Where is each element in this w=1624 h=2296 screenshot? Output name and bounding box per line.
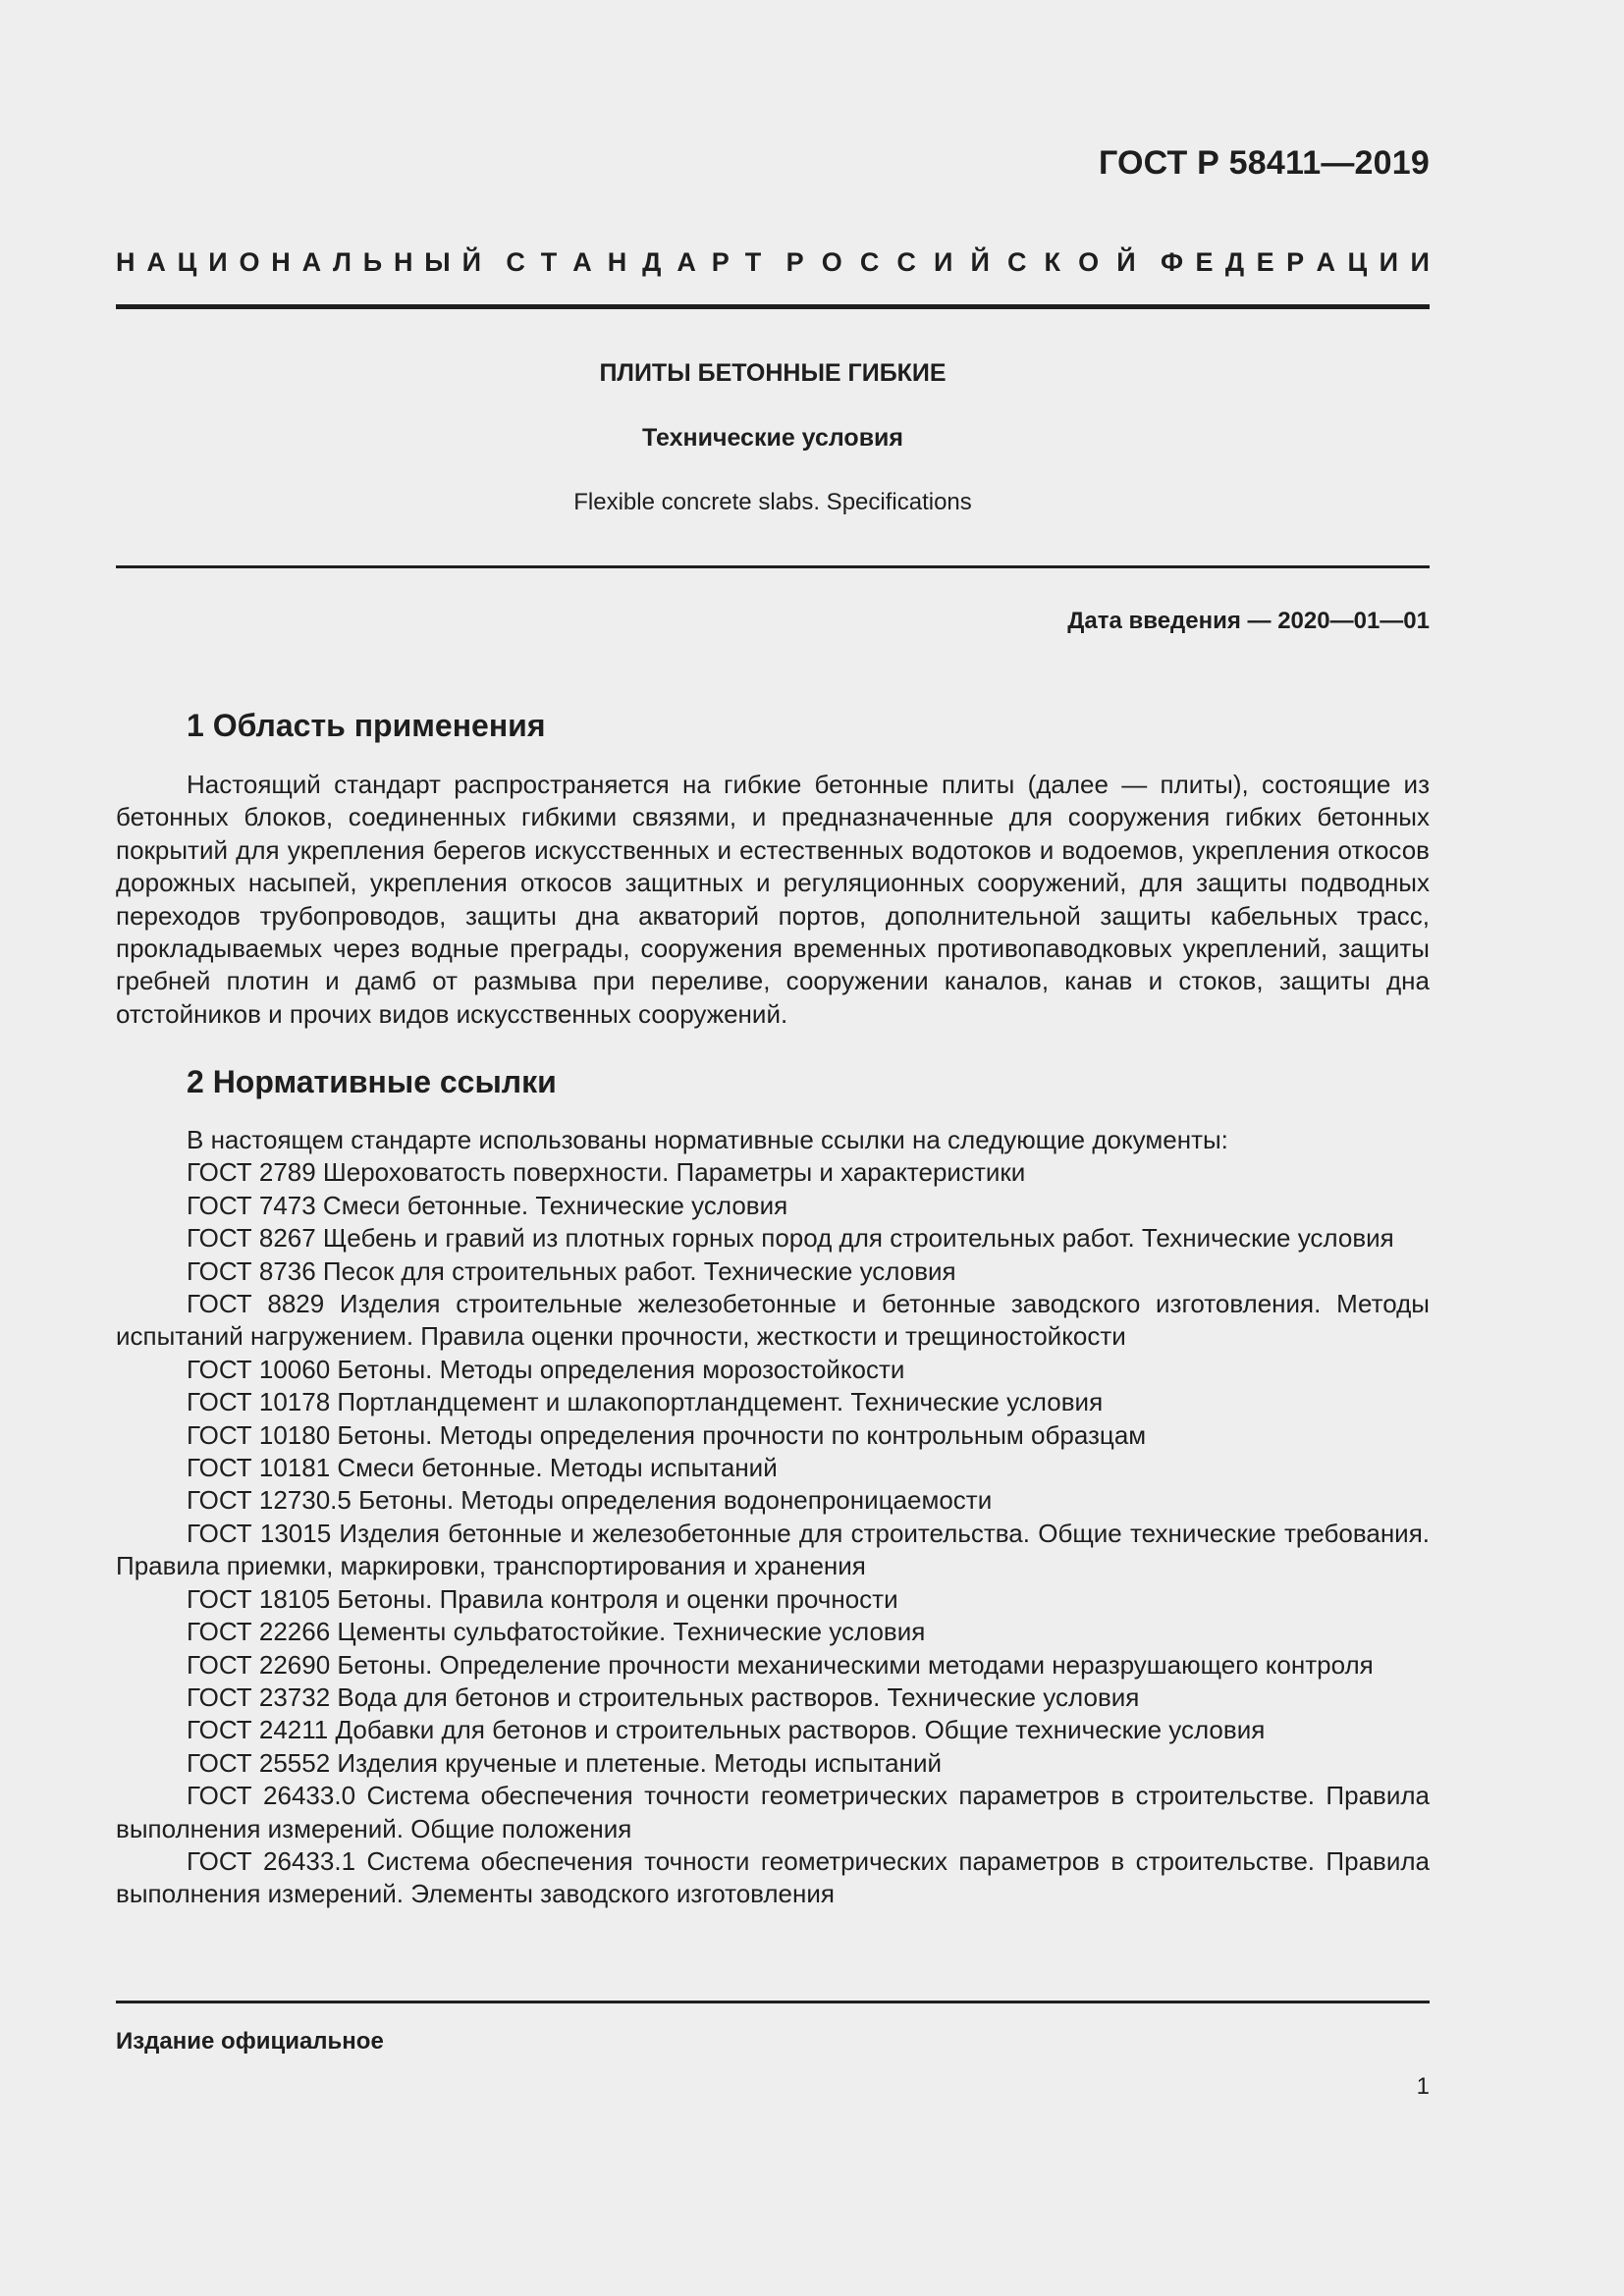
- reference-item: ГОСТ 8736 Песок для строительных работ. Технические условия: [187, 1255, 956, 1286]
- normative-references-list: [116, 1124, 1430, 1911]
- title-divider: [116, 565, 1430, 568]
- english-title: Flexible concrete slabs. Specifications: [573, 489, 972, 515]
- official-edition-label: Издание официальное: [116, 2028, 384, 2055]
- banner-word: С Т А Н Д А Р Т: [506, 247, 762, 277]
- document-subtitle: Технические условия: [641, 424, 904, 452]
- document-code: ГОСТ Р 58411—2019: [1098, 144, 1430, 182]
- reference-item: ГОСТ 12730.5 Бетоны. Методы определения водонепроницаемости: [187, 1485, 993, 1516]
- banner-word: Р О С С И Й С К О Й: [785, 247, 1136, 277]
- footer-divider: [116, 2001, 1430, 2003]
- page-number: 1: [1416, 2073, 1430, 2100]
- reference-item: ГОСТ 22266 Цементы сульфатостойкие. Технические условия: [187, 1617, 926, 1647]
- reference-item: ГОСТ 10180 Бетоны. Методы определения прочности по контрольным образцам: [187, 1419, 1147, 1450]
- reference-item: ГОСТ 8829 Изделия строительные железобетонные и бетонные заводского изготовления. Методы испытаний нагружением. Правила оценки прочности, жесткости и трещиностойкости: [116, 1289, 1430, 1352]
- reference-item: ГОСТ 23732 Вода для бетонов и строительных растворов. Технические условия: [187, 1682, 1140, 1712]
- reference-item: ГОСТ 13015 Изделия бетонные и железобетонные для строительства. Общие технические требования. Правила приемки, маркировки, транспортирования и хранения: [116, 1518, 1430, 1581]
- reference-item: ГОСТ 10181 Смеси бетонные. Методы испытаний: [187, 1453, 778, 1483]
- section-1-heading: 1 Область применения: [187, 708, 546, 743]
- reference-item: ГОСТ 25552 Изделия крученые и плетеные. Методы испытаний: [187, 1747, 942, 1778]
- reference-item: ГОСТ 24211 Добавки для бетонов и строительных растворов. Общие технические условия: [187, 1715, 1266, 1745]
- banner-word: Ф Е Д Е Р А Ц И И: [1160, 247, 1430, 277]
- section-2-heading: 2 Нормативные ссылки: [187, 1064, 557, 1099]
- reference-item: ГОСТ 22690 Бетоны. Определение прочности механическими методами неразрушающего контроля: [187, 1649, 1374, 1680]
- reference-item: ГОСТ 8267 Щебень и гравий из плотных горных пород для строительных работ. Технические условия: [187, 1223, 1394, 1254]
- banner-word: Н А Ц И О Н А Л Ь Н Ы Й: [116, 247, 481, 277]
- header-divider: [116, 304, 1430, 309]
- introduction-date: Дата введения — 2020—01—01: [1067, 608, 1430, 634]
- reference-item: ГОСТ 26433.0 Система обеспечения точности геометрических параметров в строительстве. Правила выполнения измерений. Общие положения: [116, 1781, 1430, 1843]
- reference-item: ГОСТ 10178 Портландцемент и шлакопортландцемент. Технические условия: [187, 1387, 1104, 1417]
- section-1-body: [116, 769, 1430, 1031]
- references-intro: В настоящем стандарте использованы нормативные ссылки на следующие документы:: [187, 1125, 1228, 1154]
- reference-item: ГОСТ 2789 Шероховатость поверхности. Параметры и характеристики: [187, 1157, 1026, 1188]
- section-1-paragraph: Настоящий стандарт распространяется на гибкие бетонные плиты (далее — плиты), состоящие из бетонных блоков, соединенных гибкими связями, и предназначенные для сооружения гибких бетонных покрытий для укрепления берегов искусственных и естественных водотоков и водоемов, укрепления откосов дорожных насыпей, укрепления откосов защитных и регуляционных сооружений, для защиты подводных переходов трубопроводов, защиты дна акваторий портов, дополнительной защиты кабельных трасс, прокладываемых через водные преграды, сооружения временных противопаводковых укреплений, защиты гребней плотин и дамб от размыва при переливе, сооружении каналов, канав и стоков, защиты дна отстойников и прочих видов искусственных сооружений.: [116, 770, 1430, 1029]
- national-standard-banner: [116, 247, 1430, 278]
- reference-item: ГОСТ 18105 Бетоны. Правила контроля и оценки прочности: [187, 1583, 898, 1614]
- reference-item: ГОСТ 10060 Бетоны. Методы определения морозостойкости: [187, 1354, 905, 1384]
- reference-item: ГОСТ 26433.1 Система обеспечения точности геометрических параметров в строительстве. Правила выполнения измерений. Элементы заводского изготовления: [116, 1845, 1430, 1909]
- document-title: ПЛИТЫ БЕТОННЫЕ ГИБКИЕ: [599, 359, 947, 387]
- document-page: [116, 0, 1430, 2296]
- reference-item: ГОСТ 7473 Смеси бетонные. Технические условия: [187, 1190, 788, 1220]
